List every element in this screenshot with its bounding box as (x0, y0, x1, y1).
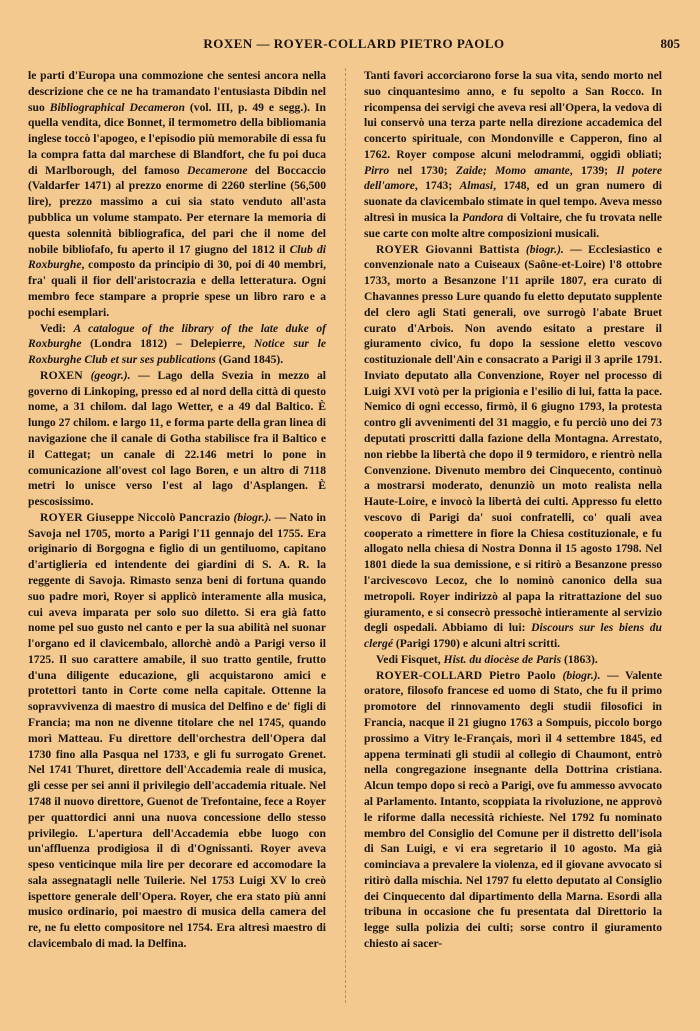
headword: ROYER Giovanni Battista (376, 242, 520, 256)
running-title: ROXEN — ROYER-COLLARD PIETRO PAOLO (203, 36, 505, 51)
paragraph-royer-giuseppe-continued: Tanti favori accorciarono forse la sua vita, sendo morto nel suo cinquantesimo anno, e fu sepolto a San Rocco. In ricompensa dei servigi che aveva resi all'Opera, la vedova di lui conservò una terza parte nella direzione accademica del concerto spirituale, con Mondonville e Capperon, fino al 1762. Royer compose alcuni melodrammi, oggidì obliati; Pirro nel 1730; Zaide; Momo amante, 1739; Il potere dell'amore, 1743; Almasi, 1748, ed un gran numero di suonate da clavicembalo stimate in quel tempo. Aveva messo altresì in musica la Pandora di Voltaire, che fu trovata nelle sue carte con molte altre composizioni musicali. (364, 69, 662, 240)
entry-royer-giovanni-battista: ROYER Giovanni Battista (biogr.). — Ecclesiastico e convenzionale nato a Cuiseaux (Saône-et-Loire) l'8 ottobre 1733, morto a Besanzone l'11 aprile 1807, era curato di Chavannes presso Lure quando fu eletto deputato supplente del clero agli Stati generali, ove surrogò l'abate Bruet curato d'Arbois. Non avendo esitato a prestare il giuramento civico, fu dopo la sessione eletto vescovo costituzionale dell'Ain e consacrato a Parigi il 3 aprile 1791. Inviato deputato alla Convenzione, Royer nel processo di Luigi XVI votò per la prigionia e l'esilio di lui, fatta la pace. Nemico di ogni eccesso, firmò, il 6 giugno 1793, la protesta contro gli avvenimenti del 31 maggio, e fu perciò uno dei 73 deputati proscritti dalla fazione della Montagna. Arrestato, non riebbe la libertà che dopo il 9 termidoro, e rientrò nella Convenzione. Divenuto membro dei Cinquecento, continuò a mostrarsi moderato, denunziò un moto realista nella Haute-Loire, e invocò la libertà dei culti. Appresso fu eletto vescovo di Parigi da' suoi confratelli, co' quali avea cooperato a rimettere in fiore la Chiesa costituzionale, e fu allogato nella chiesa di Nostra Donna il 15 agosto 1798. Nel 1801 diede la sua demissione, e si ritirò a Besanzone presso l'arcivescovo Lecoz, che lo nominò canonico della sua metropoli. Royer indirizzò al papa la ritrattazione del suo giuramento, e si consecrò pressochè intieramente al servizio degli ospedali. Abbiamo di lui: Discours sur les biens du clergé (Parigi 1790) e alcuni altri scritti. (364, 242, 662, 651)
headword: ROXEN (40, 368, 83, 382)
headword: ROYER-COLLARD Pietro Paolo (376, 668, 556, 682)
entry-royer-collard: ROYER-COLLARD Pietro Paolo (biogr.). — Valente oratore, filosofo francese ed uomo di Stato, che fu il primo promotore del rinnovamento degli studii filosofici in Francia, nacque il 21 giugno 1763 a Sompuis, piccolo borgo prossimo a Vitry le-Français, morì il 4 settembre 1845, ed appena terminati gli studii al collegio di Chaumont, entrò nella congregazione insegnante della Dottrina cristiana. Alcun tempo dopo si recò a Parigi, ove fu ammesso avvocato al Parlamento. Intanto, scoppiata la rivoluzione, ne approvò le riforme dalla necessità richieste. Nel 1792 fu nominato membro del Consiglio del Comune per il distretto dell'isola di San Luigi, e vi era segretario il 10 agosto. Ma già cominciava a prevalere la violenza, ed il giovane avvocato si ritirò dalla mischia. Nel 1797 fu eletto deputato al Consiglio dei Cinquecento dal dipartimento della Marna. Esordì alla tribuna in occasione che fu presentata dal Direttorio la legge sulla polizia dei culti; sorse contro il giuramento chiesto ai sacer- (364, 668, 663, 950)
page-header (28, 36, 680, 56)
headword: ROYER Giuseppe Niccolò Pancrazio (40, 510, 231, 524)
column-divider (345, 68, 347, 1003)
paragraph-fisquet-reference: Vedi Fisquet, Hist. du diocèse de Paris (1863). (376, 652, 598, 666)
entry-roxen: ROXEN (geogr.). — Lago della Svezia in mezzo al governo di Linkoping, presso ed al nord della città di questo nome, a 31 chilom. dal lago Wetter, e a 49 dal Baltico. È lungo 27 chilom. e largo 11, e forma parte della gran linea di navigazione che il canale di Gotha stabilisce fra il Baltico e il Cattegat; un canale di 22.146 metri lo pone in comunicazione all'ovest col lago Boren, e un altro di 7118 metri lo unisce verso l'est al lago d'Asplangen. È pescosissimo. (28, 368, 326, 509)
left-column (28, 68, 326, 952)
paragraph-roxburghe-continued: le parti d'Europa una commozione che sentesi ancora nella descrizione che ce ne ha tramandato l'entusiasta Dibdin nel suo Bibliographical Decameron (vol. III, p. 49 e segg.). In quella vendita, dice Bonnet, il termometro della bibliomania inglese toccò l'apogeo, e l'episodio più memorabile di essa fu la compra fatta dal marchese di Blandfort, che fu poi duca di Marlborough, del famoso Decamerone del Boccaccio (Valdarfer 1471) al prezzo enorme di 2260 sterline (56,500 lire), prezzo massimo a cui sia stato venduto all'asta pubblica un volume stampato. Per eternare la memoria di questa solennità bibliografica, del pari che il nome del nobile bibliofafo, fu aperto il 17 giugno del 1812 il Club di Roxburghe, composto da principio di 30, poi di 40 membri, fra' quali il fior dell'aristocrazia e della letteratura. Ogni membro fece stampare a proprie spese un libro raro e a pochi esemplari. (28, 69, 327, 319)
page-number: 805 (660, 36, 680, 51)
right-column (364, 68, 662, 952)
paragraph-roxburghe-references: Vedi: A catalogue of the library of the late duke of Roxburghe (Londra 1812) – Delepierre, Notice sur le Roxburghe Club et sur ses publications (Gand 1845). (28, 321, 326, 367)
entry-royer-giuseppe: ROYER Giuseppe Niccolò Pancrazio (biogr.). — Nato in Savoja nel 1705, morto a Parigi l'11 gennajo del 1755. Era originario di Borgogna e figlio di un gentiluomo, capitano d'artiglieria ed intendente dei giardini di S. A. R. la reggente di Savoja. Rimasto senza beni di fortuna quando suo padre morì, Royer si applicò interamente alla musica, cui aveva imparata per solo suo diletto. Si era già fatto nome pel suo gusto nel canto e per la sua abilità nel suonar l'organo ed il clavicembalo, allorchè andò a Parigi verso il 1725. Il suo carattere amabile, il suo tratto gentile, frutto d'una diligente educazione, gli acquistarono amici e protettori tanto in Corte come nella capitale. Ottenne la sopravvivenza di maestro di musica del Delfino e de' figli di Francia; ma non ne divenne titolare che nel 1745, quando morì Matteau. Fu direttore dell'orchestra dell'Opera dal 1730 fino alla Pasqua nel 1733, e gli fu surrogato Grenet. Nel 1741 Thuret, direttore dell'Accademia reale di musica, gli cesse per sei anni il privilegio dell'accademia rituale. Nel 1748 il nuovo direttore, Guenot de Trefontaine, fece a Royer per quattordici anni una nuova concessione dello stesso privilegio. L'apertura dell'Accademia ebbe luogo con un'affluenza prodigiosa il dì d'Ognissanti. Royer aveva speso venticinque mila lire per decorare ed accomodare la sala assegnatagli nelle Tuilerie. Nel 1753 Luigi XV lo creò ispettore generale dell'Opera. Royer, che era stato più anni musico ordinario, poi maestro di musica della camera del re, ne fu eletto compositore nel 1754. Era altresì maestro di clavicembalo di mad. la Delfina. (28, 510, 326, 950)
